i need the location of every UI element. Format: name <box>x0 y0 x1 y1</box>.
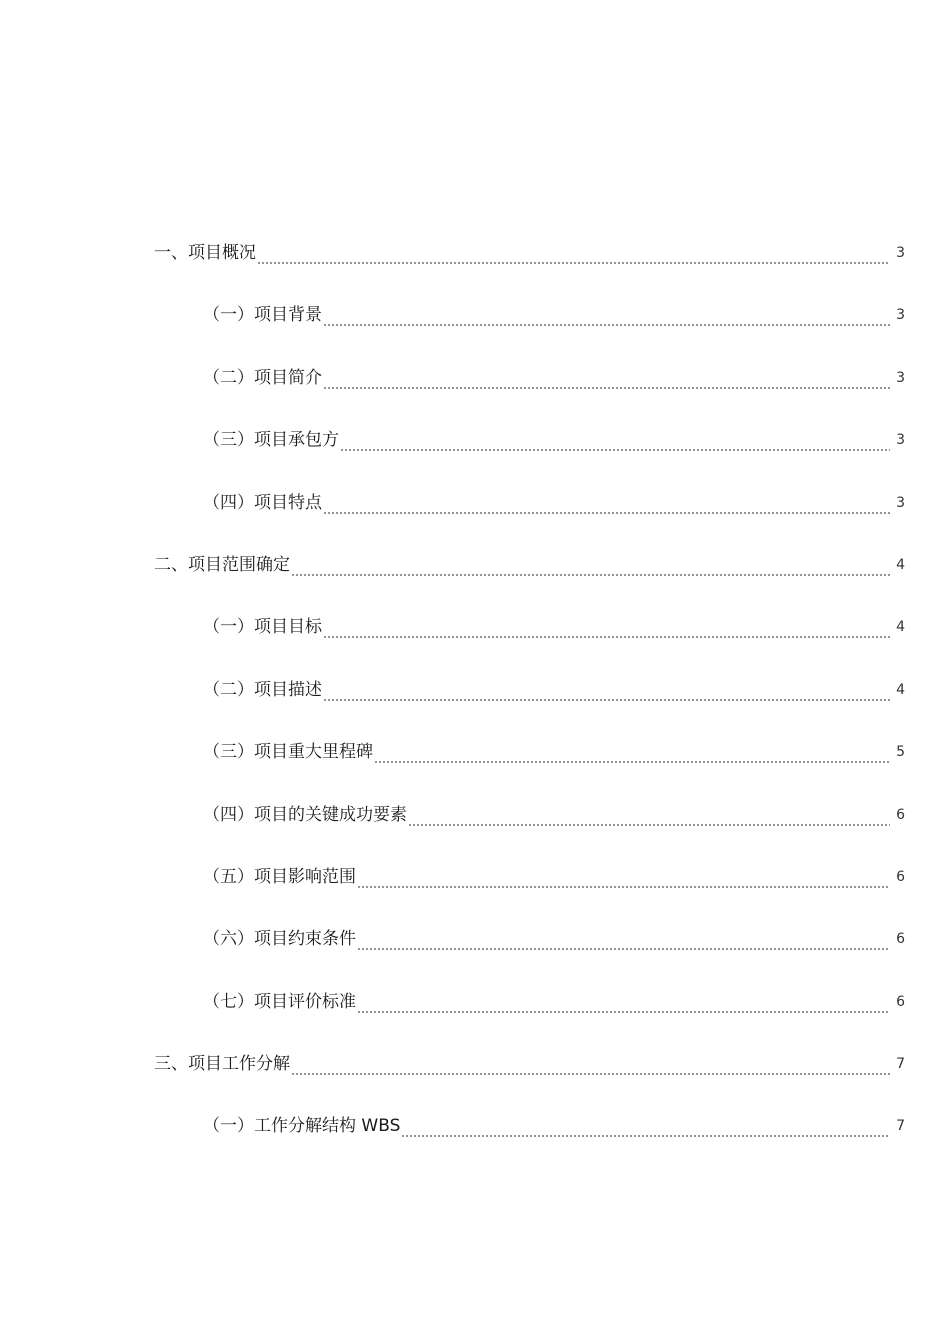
toc-entry-title: （三）项目承包方 <box>203 430 339 451</box>
toc-entry-title: （七）项目评价标准 <box>203 991 356 1012</box>
dot-leader <box>374 734 890 770</box>
toc-entry-project-goals[interactable] <box>0 609 950 671</box>
dot-leader <box>408 797 890 833</box>
toc-page-number: 7 <box>896 1056 905 1073</box>
dot-leader <box>340 422 890 458</box>
toc-entry-milestones[interactable] <box>0 734 950 796</box>
dot-leader <box>323 485 890 521</box>
dot-leader <box>257 235 890 271</box>
table-of-contents <box>0 235 950 1171</box>
toc-entry-section-1[interactable] <box>0 235 950 297</box>
toc-page-number: 3 <box>896 307 905 324</box>
dot-leader <box>357 921 890 957</box>
toc-page-number: 3 <box>896 245 905 261</box>
dot-leader <box>291 547 890 583</box>
toc-page-number: 4 <box>896 556 905 573</box>
toc-entry-title: （四）项目的关键成功要素 <box>203 804 407 825</box>
toc-entry-project-intro[interactable] <box>0 360 950 422</box>
dot-leader <box>401 1108 890 1144</box>
toc-entry-project-background[interactable] <box>0 297 950 359</box>
toc-page-number: 6 <box>896 806 905 823</box>
toc-page-number: 3 <box>896 494 905 511</box>
dot-leader <box>323 360 890 396</box>
toc-page-number: 7 <box>896 1118 905 1135</box>
toc-page-number: 3 <box>896 369 905 386</box>
toc-page-number: 6 <box>896 993 905 1010</box>
toc-entry-title: （六）项目约束条件 <box>203 929 356 950</box>
toc-entry-constraints[interactable] <box>0 921 950 983</box>
toc-page-number: 5 <box>896 744 905 761</box>
toc-page-number: 6 <box>896 868 905 885</box>
toc-entry-title: （二）项目描述 <box>203 679 322 700</box>
toc-entry-title: （五）项目影响范围 <box>203 866 356 887</box>
toc-entry-title: （一）项目目标 <box>203 617 322 638</box>
toc-entry-project-features[interactable] <box>0 485 950 547</box>
toc-page-number: 3 <box>896 432 905 449</box>
toc-entry-title: 一、项目概况 <box>154 243 256 263</box>
toc-entry-title: （一）工作分解结构 WBS <box>203 1116 401 1137</box>
dot-leader <box>291 1046 890 1082</box>
toc-entry-title: 三、项目工作分解 <box>154 1054 290 1075</box>
toc-entry-wbs[interactable] <box>0 1108 950 1170</box>
dot-leader <box>323 297 890 333</box>
toc-entry-section-2[interactable] <box>0 547 950 609</box>
toc-entry-title: （四）项目特点 <box>203 492 322 513</box>
toc-entry-evaluation-criteria[interactable] <box>0 984 950 1046</box>
toc-entry-impact-scope[interactable] <box>0 859 950 921</box>
dot-leader <box>323 672 890 708</box>
toc-entry-success-factors[interactable] <box>0 797 950 859</box>
toc-entry-section-3[interactable] <box>0 1046 950 1108</box>
toc-entry-title: （一）项目背景 <box>203 305 322 326</box>
toc-page-number: 6 <box>896 931 905 948</box>
toc-entry-project-description[interactable] <box>0 672 950 734</box>
toc-page-number: 4 <box>896 681 905 698</box>
dot-leader <box>323 609 890 645</box>
toc-entry-title: 二、项目范围确定 <box>154 554 290 575</box>
toc-entry-title: （二）项目简介 <box>203 367 322 388</box>
toc-entry-project-contractor[interactable] <box>0 422 950 484</box>
dot-leader <box>357 859 890 895</box>
toc-entry-title: （三）项目重大里程碑 <box>203 742 373 763</box>
dot-leader <box>357 984 890 1020</box>
toc-page-number: 4 <box>896 619 905 636</box>
